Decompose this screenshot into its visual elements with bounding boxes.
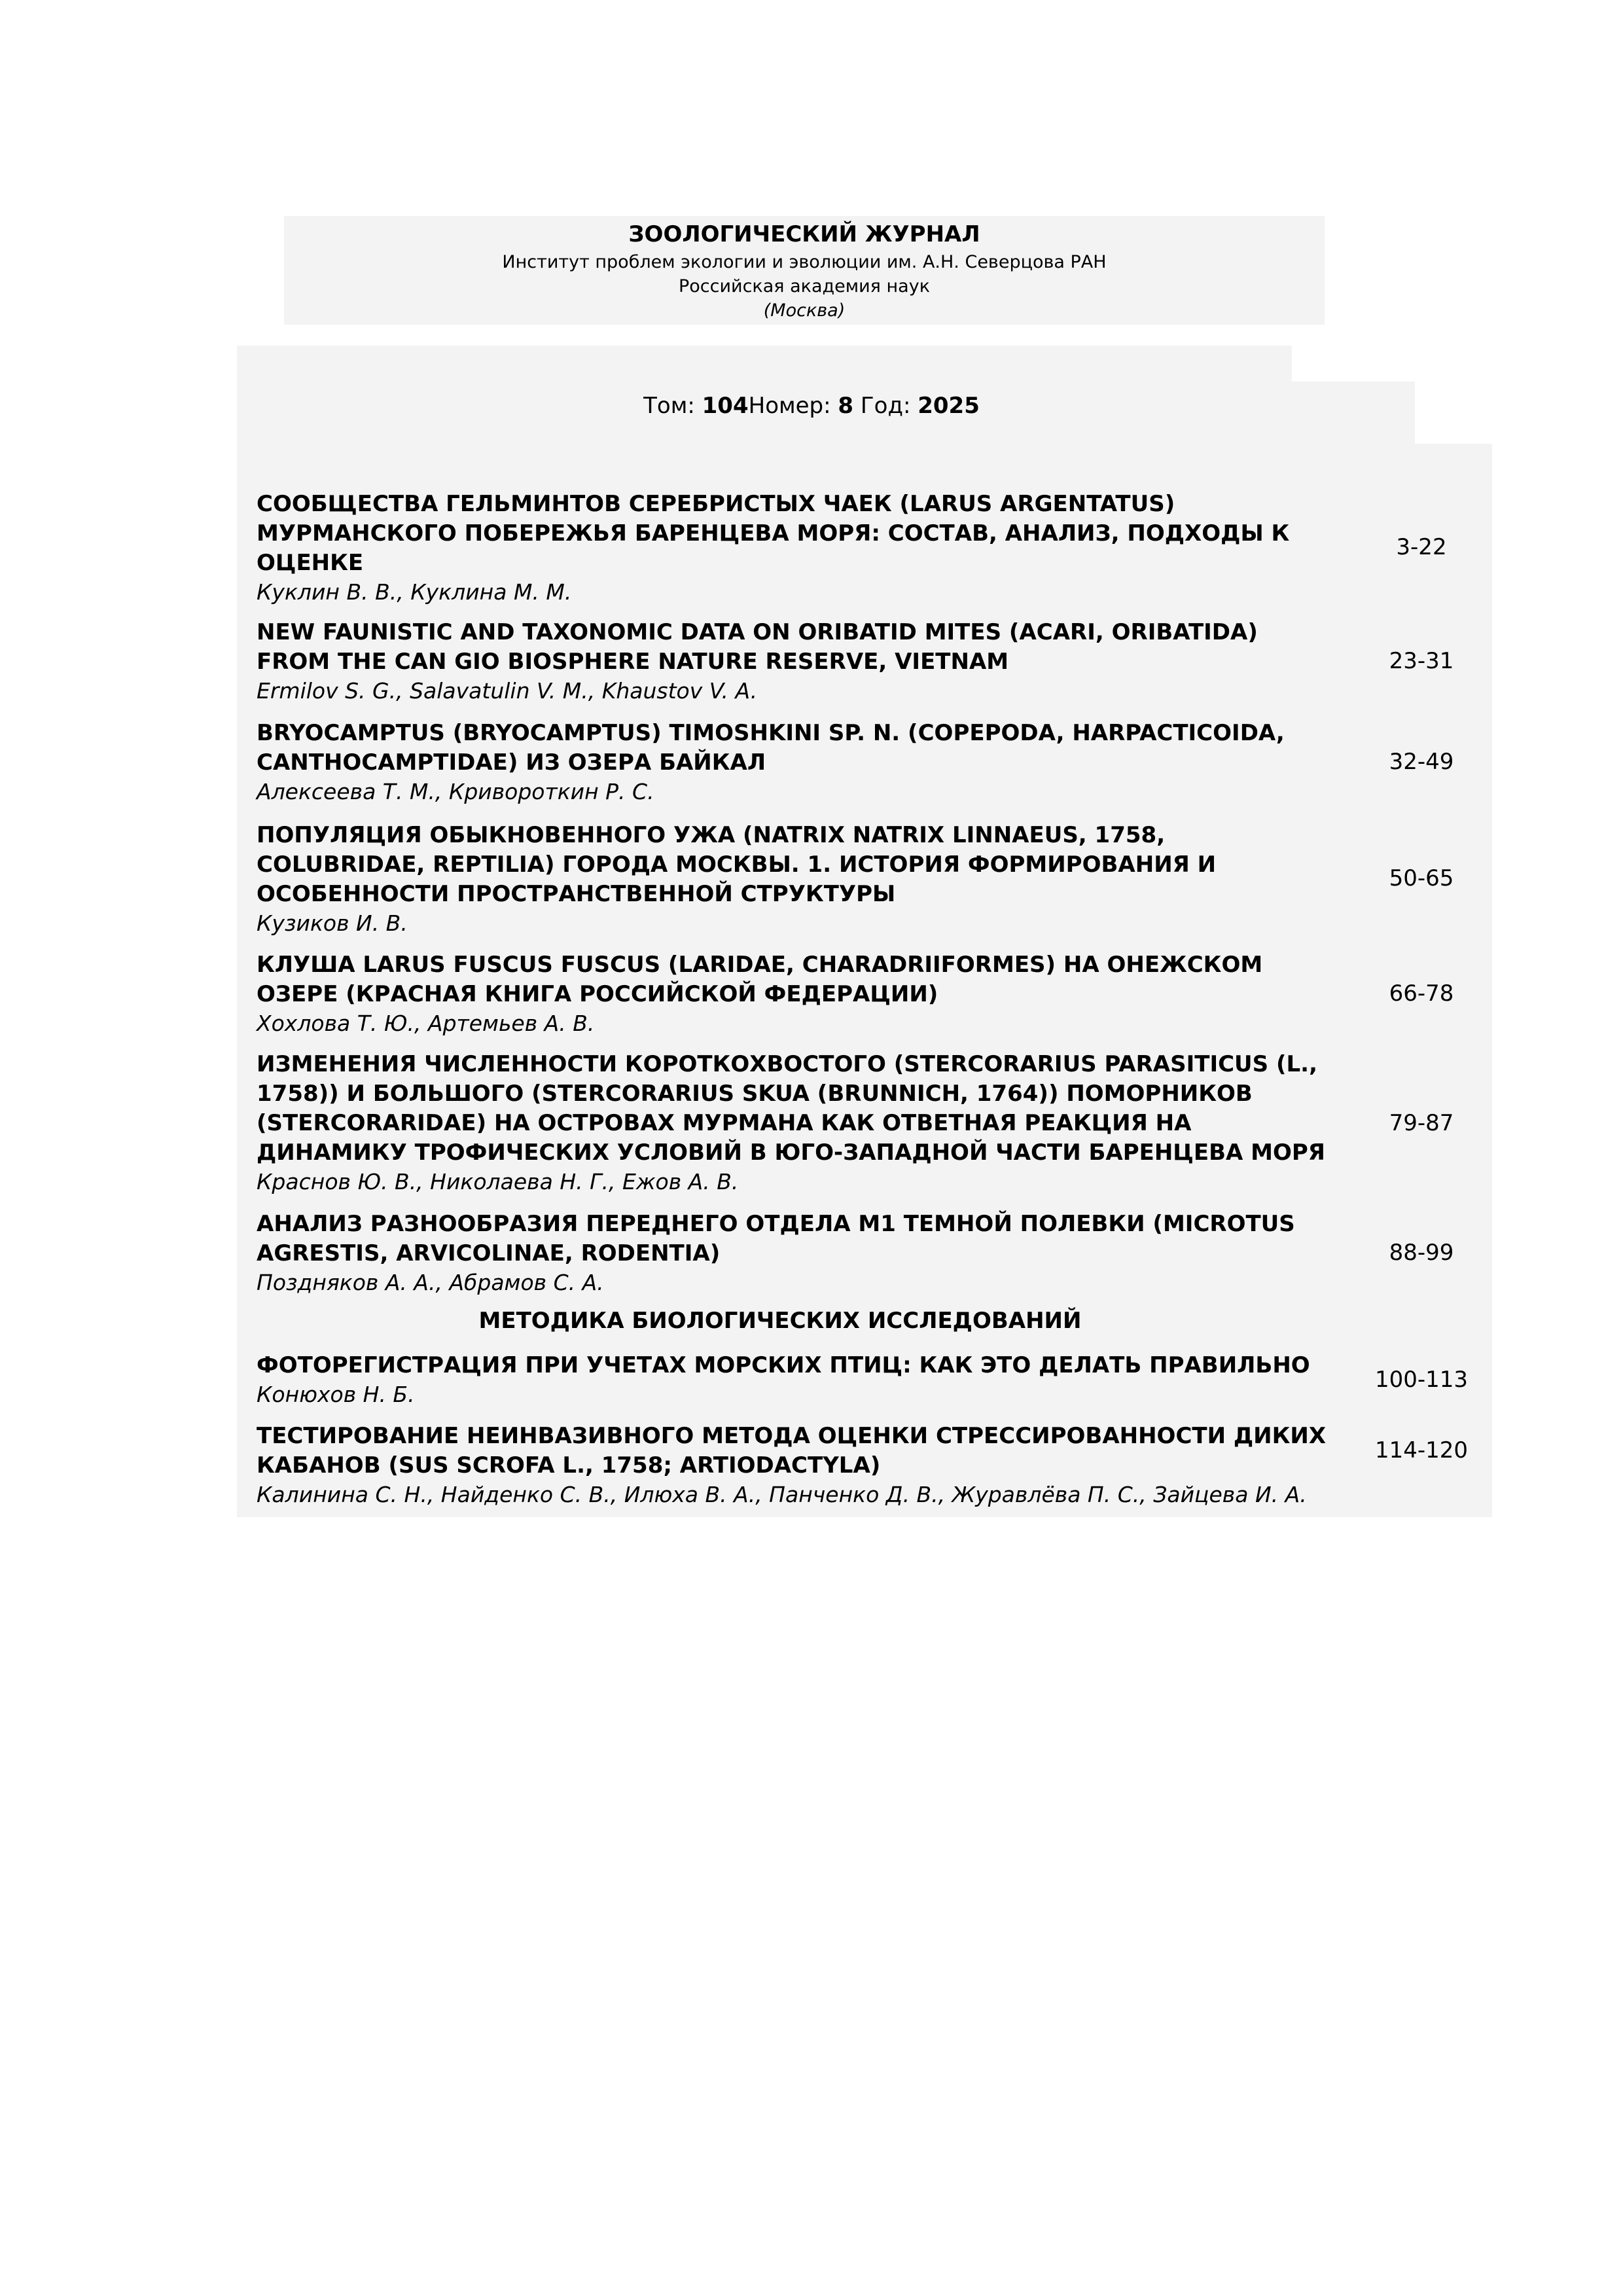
volume-value: 104 <box>702 393 749 419</box>
article-title[interactable]: КЛУША LARUS FUSCUS FUSCUS (LARIDAE, CHARADRIIFORMES) НА ОНЕЖСКОМ ОЗЕРЕ (КРАСНАЯ КНИГА РОССИЙСКОЙ ФЕДЕРАЦИИ) <box>257 952 1263 1007</box>
article-row[interactable] <box>257 1050 1487 1196</box>
article-authors: Поздняков А. А., Абрамов С. А. <box>257 1270 604 1295</box>
article-row[interactable] <box>257 950 1487 1038</box>
article-authors: Хохлова Т. Ю., Артемьев А. В. <box>257 1011 595 1036</box>
academy-name: Российская академия наук <box>678 276 930 296</box>
article-row[interactable] <box>257 1351 1487 1409</box>
article-authors: Куклин В. В., Куклина М. М. <box>257 579 572 605</box>
article-pages: 66-78 <box>1389 980 1454 1007</box>
article-pages: 100-113 <box>1374 1367 1469 1393</box>
city-name: (Москва) <box>763 300 846 321</box>
article-row[interactable] <box>257 821 1487 938</box>
journal-header <box>284 216 1325 325</box>
article-pages: 23-31 <box>1389 648 1454 674</box>
institute-name: Институт проблем экологии и эволюции им. А.Н. Северцова РАН <box>502 252 1107 272</box>
article-authors: Калинина С. Н., Найденко С. В., Илюха В. А., Панченко Д. В., Журавлёва П. С., Зайцева И. А. <box>257 1482 1307 1507</box>
number-label: Номер: <box>748 393 831 419</box>
issue-panel-top <box>237 346 1292 385</box>
year-label: Год: <box>860 393 911 419</box>
article-authors: Кузиков И. В. <box>257 910 408 936</box>
article-pages: 88-99 <box>1389 1240 1454 1266</box>
article-pages: 114-120 <box>1374 1437 1469 1463</box>
article-pages: 3-22 <box>1396 534 1447 560</box>
number-value: 8 <box>838 393 854 419</box>
article-title[interactable]: NEW FAUNISTIC AND TAXONOMIC DATA ON ORIBATID MITES (ACARI, ORIBATIDA) FROM THE CAN GIO BIOSPHERE NATURE RESERVE, VIETNAM <box>257 619 1258 675</box>
article-title[interactable]: ИЗМЕНЕНИЯ ЧИСЛЕННОСТИ КОРОТКОХВОСТОГО (STERCORARIUS PARASITICUS (L., 1758)) И БОЛЬШОГО (STERCORARIUS SKUA (BRUNNICH, 1764)) ПОМОРНИКОВ (STERCORARIDAE) НА ОСТРОВАХ МУРМАНА КАК ОТВЕТНАЯ РЕАКЦИЯ НА ДИНАМИКУ ТРОФИЧЕСКИХ УСЛОВИЙ В ЮГО-ЗАПАДНОЙ ЧАСТИ БАРЕНЦЕВА МОРЯ <box>257 1051 1325 1166</box>
article-title[interactable]: ПОПУЛЯЦИЯ ОБЫКНОВЕННОГО УЖА (NATRIX NATRIX LINNAEUS, 1758, COLUBRIDAE, REPTILIA) ГОРОДА МОСКВЫ. 1. ИСТОРИЯ ФОРМИРОВАНИЯ И ОСОБЕННОСТИ ПРОСТРАНСТВЕННОЙ СТРУКТУРЫ <box>257 822 1217 907</box>
article-title[interactable]: СООБЩЕСТВА ГЕЛЬМИНТОВ СЕРЕБРИСТЫХ ЧАЕК (LARUS ARGENTATUS) МУРМАНСКОГО ПОБЕРЕЖЬЯ БАРЕНЦЕВА МОРЯ: СОСТАВ, АНАЛИЗ, ПОДХОДЫ К ОЦЕНКЕ <box>257 491 1290 576</box>
article-row[interactable] <box>257 1210 1487 1297</box>
issue-info <box>0 386 1623 425</box>
section-heading: МЕТОДИКА БИОЛОГИЧЕСКИХ ИССЛЕДОВАНИЙ <box>478 1308 1082 1334</box>
year-value: 2025 <box>918 393 980 419</box>
article-row[interactable] <box>257 1422 1487 1509</box>
article-authors: Краснов Ю. В., Николаева Н. Г., Ежов А. В. <box>257 1169 739 1194</box>
article-title[interactable]: ТЕСТИРОВАНИЕ НЕИНВАЗИВНОГО МЕТОДА ОЦЕНКИ СТРЕССИРОВАННОСТИ ДИКИХ КАБАНОВ (SUS SCROFA L., 1758; ARTIODACTYLA) <box>257 1423 1327 1479</box>
article-authors: Конюхов Н. Б. <box>257 1382 415 1407</box>
article-pages: 32-49 <box>1389 749 1454 775</box>
article-title[interactable]: ФОТОРЕГИСТРАЦИЯ ПРИ УЧЕТАХ МОРСКИХ ПТИЦ: КАК ЭТО ДЕЛАТЬ ПРАВИЛЬНО <box>257 1352 1310 1378</box>
journal-title: ЗООЛОГИЧЕСКИЙ ЖУРНАЛ <box>628 221 980 247</box>
table-of-contents <box>237 444 1492 1517</box>
article-pages: 79-87 <box>1389 1110 1454 1136</box>
article-row[interactable] <box>257 618 1487 706</box>
article-title[interactable]: АНАЛИЗ РАЗНООБРАЗИЯ ПЕРЕДНЕГО ОТДЕЛА M1 ТЕМНОЙ ПОЛЕВКИ (MICROTUS AGRESTIS, ARVICOLINAE, RODENTIA) <box>257 1211 1295 1266</box>
article-row[interactable] <box>257 719 1487 806</box>
volume-label: Том: <box>643 393 695 419</box>
article-authors: Алексеева Т. М., Кривороткин Р. С. <box>257 779 654 804</box>
article-row[interactable] <box>257 490 1487 607</box>
article-title[interactable]: BRYOCAMPTUS (BRYOCAMPTUS) TIMOSHKINI SP. N. (COPEPODA, HARPACTICOIDA, CANTHOCAMPTIDAE) ИЗ ОЗЕРА БАЙКАЛ <box>257 720 1285 776</box>
article-authors: Ermilov S. G., Salavatulin V. M., Khaustov V. A. <box>257 678 758 704</box>
article-pages: 50-65 <box>1389 865 1454 891</box>
